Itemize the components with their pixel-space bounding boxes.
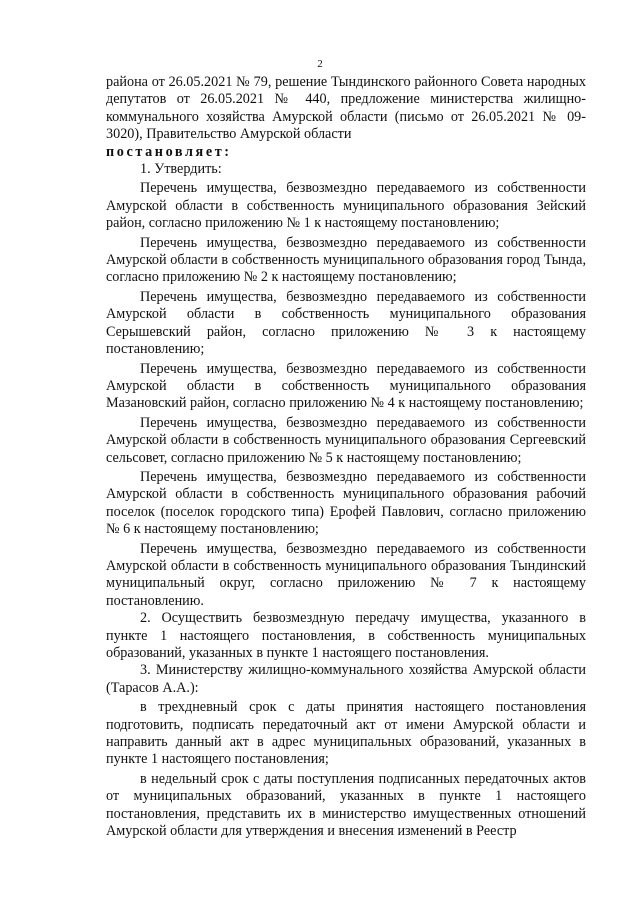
- paragraph-list-sergeevsky: Перечень имущества, безвозмездно передаваемого из собственности Амурской области в собственность муниципального образования Сергеевский сельсовет, согласно приложению № 5 к настоящему постановлению;: [106, 414, 586, 466]
- paragraph-item-3: 3. Министерству жилищно-коммунального хозяйства Амурской области (Тарасов А.А.):: [106, 662, 586, 696]
- resolution-keyword: постановляет:: [106, 143, 232, 160]
- paragraph-list-tyndinsky: Перечень имущества, безвозмездно передаваемого из собственности Амурской области в собственность муниципального образования Тындинский муниципальный округ, согласно приложению № 7 к настоящему постановлению.: [106, 540, 586, 609]
- paragraph-item-2: 2. Осуществить безвозмездную передачу имущества, указанного в пункте 1 настоящего постановления, в собственность муниципальных образований, указанных в пункте 1 настоящего постановления.: [106, 610, 586, 661]
- paragraph-list-seryshevsky: Перечень имущества, безвозмездно передаваемого из собственности Амурской области в собственность муниципального образования Серышевский район, согласно приложению № 3 к настоящему постановлению;: [106, 288, 586, 358]
- paragraph-item-3-step-2: в недельный срок с даты поступления подписанных передаточных актов от муниципальных образований, указанных в пункте 1 настоящего постановления, представить их в министерство имущественных отношений Амурской области для утверждения и внесения изменений в Реестр: [106, 770, 586, 840]
- paragraph-list-tynda: Перечень имущества, безвозмездно передаваемого из собственности Амурской области в собственность муниципального образования город Тында, согласно приложению № 2 к настоящему постановлению;: [106, 234, 586, 286]
- paragraph-item-3-step-1: в трехдневный срок с даты принятия настоящего постановления подготовить, подписать передаточный акт от имени Амурской области и направить данный акт в адрес муниципальных образований, указанных в пункте 1 настоящего постановления;: [106, 699, 586, 768]
- paragraph-list-erofey: Перечень имущества, безвозмездно передаваемого из собственности Амурской области в собственность муниципального образования рабочий поселок (поселок городского типа) Ерофей Павлович, согласно приложению № 6 к настоящему постановлению;: [106, 468, 586, 538]
- paragraph-list-mazanovsky: Перечень имущества, безвозмездно передаваемого из собственности Амурской области в собственность муниципального образования Мазановский район, согласно приложению № 4 к настоящему постановлению;: [106, 360, 586, 412]
- document-body: [106, 74, 586, 840]
- paragraph-item-1: 1. Утвердить:: [140, 161, 222, 178]
- paragraph-preamble: района от 26.05.2021 № 79, решение Тындинского районного Совета народных депутатов от 26.05.2021 № 440, предложение министерства жилищно-коммунального хозяйства Амурской области (письмо от 26.05.2021 № 09-3020), Правительство Амурской области: [106, 74, 586, 143]
- page-number: 2: [317, 58, 323, 70]
- paragraph-list-zeysky: Перечень имущества, безвозмездно передаваемого из собственности Амурской области в собственность муниципального образования Зейский район, согласно приложению № 1 к настоящему постановлению;: [106, 180, 586, 232]
